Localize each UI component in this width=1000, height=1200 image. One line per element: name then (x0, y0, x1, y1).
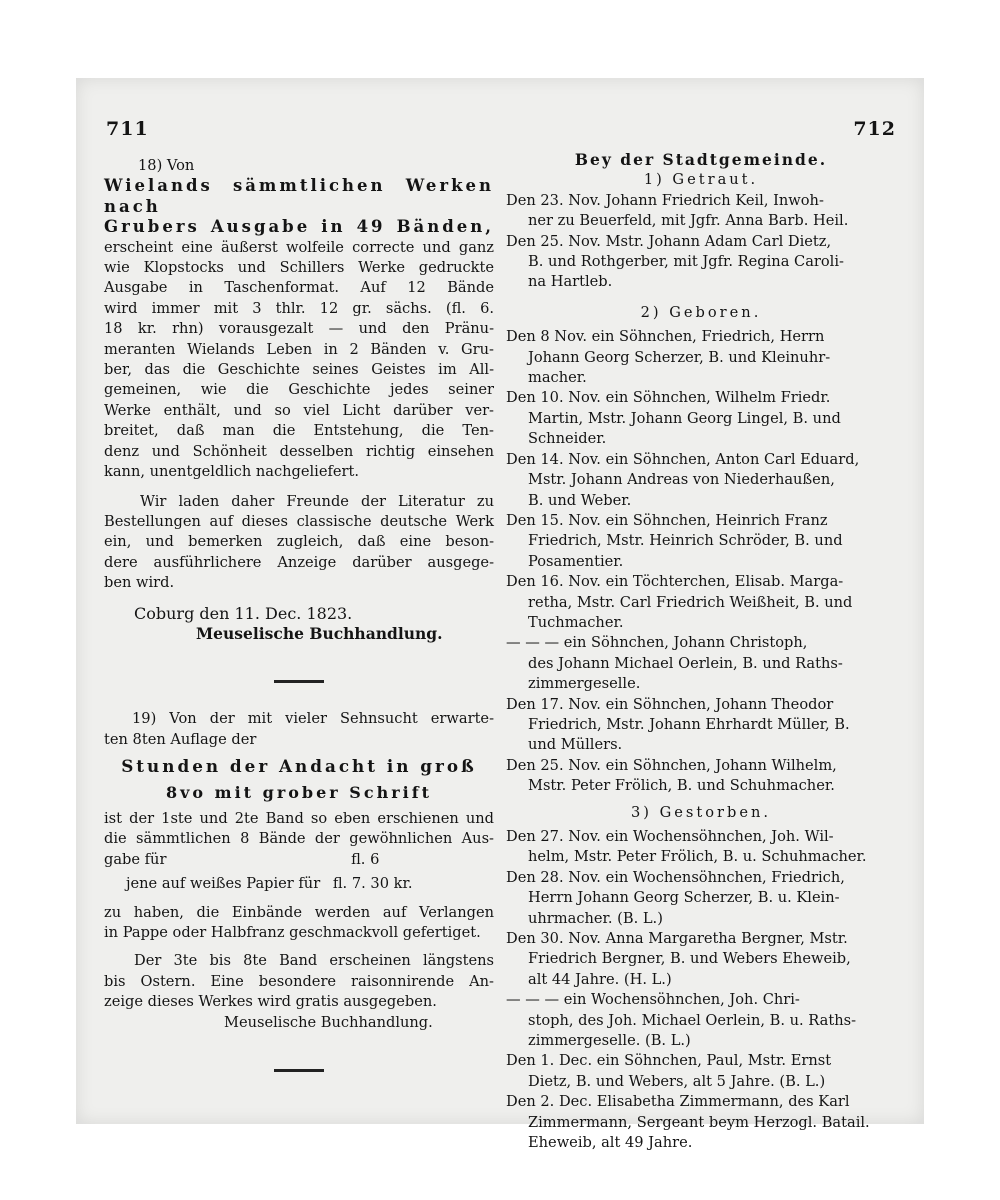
newspaper-page (76, 78, 924, 1152)
text-line: ein, und bemerken zugleich, daß eine beson- (104, 533, 494, 551)
text-line: denz und Schönheit desselben richtig einsehen (104, 442, 494, 460)
entry (506, 929, 896, 990)
entry (506, 827, 896, 868)
text-line: ben wird. (104, 574, 175, 592)
text-line: die sämmtlichen 8 Bände der gewöhnlichen Aus- (104, 830, 494, 848)
text-line: in Pappe oder Halbfranz geschmackvoll gefertiget. (104, 924, 481, 941)
text-line: ber, das die Geschichte seines Geistes im All- (104, 361, 494, 379)
entry-line: zimmergeselle. (528, 675, 641, 693)
entry-line: Den 27. Nov. ein Wochensöhnchen, Joh. Wil- (506, 828, 834, 845)
text-line: zeige dieses Werkes wird gratis ausgegeben. (104, 993, 437, 1011)
price-line (104, 850, 494, 870)
text-line: Wir laden daher Freunde der Literatur zu (140, 492, 494, 510)
entry-line: helm, Mstr. Peter Frölich, B. u. Schuhmacher. (528, 848, 867, 866)
entry (506, 756, 896, 797)
entry-line: Den 10. Nov. ein Söhnchen, Wilhelm Friedr. (506, 389, 831, 407)
entry-line: Mstr. Johann Andreas von Niederhaußen, (528, 471, 835, 489)
entry-line: stoph, des Joh. Michael Oerlein, B. u. Raths- (528, 1011, 857, 1029)
text-line: breitet, daß man die Entstehung, die Ten- (104, 422, 494, 440)
text-line: kann, unentgeldlich nachgeliefert. (104, 463, 359, 481)
entry (506, 633, 896, 694)
entry-line: Eheweib, alt 49 Jahre. (528, 1134, 693, 1152)
text-line: Ausgabe in Taschenformat. Auf 12 Bände (104, 279, 494, 297)
notice-19 (104, 709, 494, 1033)
entry-line: zimmergeselle. (B. L.) (528, 1032, 691, 1050)
right-column (506, 150, 896, 1154)
publisher-signature: Meuselische Buchhandlung. (196, 623, 443, 643)
entry-line: Den 28. Nov. ein Wochensöhnchen, Friedrich, (506, 868, 845, 886)
entry-line: Den 17. Nov. ein Söhnchen, Johann Theodor (506, 695, 834, 713)
text-line: wie Klopstocks und Schillers Werke gedruckte (104, 259, 494, 277)
text-line: Der 3te bis 8te Band erscheinen längstens (134, 952, 494, 970)
entry-line: Schneider. (528, 430, 607, 448)
text-line: jene auf weißes Papier für (126, 875, 321, 893)
price-value: fl. 6 (351, 850, 380, 868)
entry-line: alt 44 Jahre. (H. L.) (528, 970, 672, 988)
entry (506, 511, 896, 572)
section-title: 3) Gestorben. (630, 803, 772, 821)
notice-title-line: Grubers Ausgabe in 49 Bänden, (104, 217, 494, 237)
section-geboren (506, 303, 896, 797)
text-line: Bestellungen auf dieses classische deutsche Werk (104, 512, 494, 530)
entry-line: Friedrich, Mstr. Heinrich Schröder, B. und (528, 532, 843, 550)
separator-rule (274, 1069, 324, 1072)
entry-line: und Müllers. (528, 736, 623, 754)
entry-line: Friedrich, Mstr. Johann Ehrhardt Müller, B. (528, 715, 850, 733)
page-number-left: 711 (106, 118, 149, 140)
text-line: meranten Wielands Leben in 2 Bänden v. Gru- (104, 340, 494, 358)
entry-line: ner zu Beuerfeld, mit Jgfr. Anna Barb. Heil. (528, 212, 849, 230)
text-line: wird immer mit 3 thlr. 12 gr. sächs. (fl. 6. (104, 299, 494, 317)
entry-line: — — — ein Söhnchen, Johann Christoph, (506, 634, 808, 652)
section-getraut (506, 170, 896, 292)
entry-line: Posamentier. (528, 552, 624, 570)
entry-line: retha, Mstr. Carl Friedrich Weißheit, B. und (528, 593, 853, 611)
text-line: 19) Von der mit vieler Sehnsucht erwarte- (132, 710, 494, 728)
section-gestorben (506, 803, 896, 1154)
section-title: 1) Getraut. (643, 171, 759, 189)
text-line: zu haben, die Einbände werden auf Verlangen (104, 903, 494, 921)
entry-line: B. und Rothgerber, mit Jgfr. Regina Caroli- (528, 253, 844, 271)
entry (506, 450, 896, 511)
entry-line: Herrn Johann Georg Scherzer, B. u. Klein- (528, 889, 840, 907)
price-line (104, 874, 494, 894)
left-column (104, 156, 494, 1072)
text-line: dere ausführlichere Anzeige darüber ausgege- (104, 553, 494, 571)
entry-line: Mstr. Peter Frölich, B. und Schuhmacher. (528, 777, 835, 795)
text-line: 18 kr. rhn) vorausgezalt — und den Pränu- (104, 320, 494, 338)
entry (506, 868, 896, 929)
entry-line: macher. (528, 369, 587, 387)
entry (506, 572, 896, 633)
entry-line: — — — ein Wochensöhnchen, Joh. Chri- (506, 991, 800, 1009)
entry (506, 990, 896, 1051)
entry-line: Friedrich Bergner, B. und Webers Eheweib, (528, 950, 851, 968)
text-line: ist der 1ste und 2te Band so eben erschienen und (104, 809, 494, 827)
text-line: gabe für (104, 850, 167, 868)
entry-line: Den 1. Dec. ein Söhnchen, Paul, Mstr. Ernst (506, 1052, 832, 1070)
entry (506, 1051, 896, 1092)
entry (506, 1092, 896, 1153)
entry-line: des Johann Michael Oerlein, B. und Raths- (528, 654, 843, 672)
notice-number: 18) Von (138, 157, 195, 174)
entry-line: Den 14. Nov. ein Söhnchen, Anton Carl Eduard, (506, 450, 860, 468)
book-title-line: 8vo mit grober Schrift (165, 782, 432, 802)
entry (506, 232, 896, 293)
entry (506, 191, 896, 232)
price-value: fl. 7. 30 kr. (332, 875, 413, 893)
entry-line: B. und Weber. (528, 491, 632, 509)
entry (506, 388, 896, 449)
entry-line: Den 25. Nov. Mstr. Johann Adam Carl Dietz, (506, 232, 832, 250)
text-line: ten 8ten Auflage der (104, 730, 257, 748)
text-line: bis Ostern. Eine besondere raisonnirende An- (104, 972, 494, 990)
entry (506, 327, 896, 388)
entry-line: Zimmermann, Sergeant beym Herzogl. Batail. (528, 1113, 870, 1131)
publisher-signature: Meuselische Buchhandlung. (224, 1013, 433, 1031)
place-date: Coburg den 11. Dec. 1823. (134, 603, 353, 623)
entry-line: Martin, Mstr. Johann Georg Lingel, B. und (528, 409, 841, 427)
entry-line: Den 23. Nov. Johann Friedrich Keil, Inwoh- (506, 191, 824, 209)
notice-title-line: Wielands sämmtlichen Werken nach (104, 176, 494, 216)
text-line: Werke enthält, und so viel Licht darüber ver- (104, 401, 494, 419)
entry-line: Den 15. Nov. ein Söhnchen, Heinrich Franz (506, 511, 828, 529)
entry-line: Johann Georg Scherzer, B. und Kleinuhr- (528, 348, 831, 366)
entry-line: Dietz, B. und Webers, alt 5 Jahre. (B. L.) (528, 1072, 826, 1090)
page-number-right: 712 (853, 118, 896, 140)
entry-line: Den 2. Dec. Elisabetha Zimmermann, des Karl (506, 1093, 850, 1111)
entry-line: Tuchmacher. (528, 613, 624, 631)
notice-18 (104, 156, 494, 644)
entry (506, 695, 896, 756)
book-title-line: Stunden der Andacht in groß (121, 756, 477, 777)
entry-line: na Hartleb. (528, 273, 613, 291)
text-line: erscheint eine äußerst wolfeile correcte und ganz (104, 238, 494, 256)
entry-line: Den 30. Nov. Anna Margaretha Bergner, Mstr. (506, 930, 848, 948)
text-line: gemeinen, wie die Geschichte jedes seiner (104, 381, 494, 399)
entry-line: Den 16. Nov. ein Töchterchen, Elisab. Marga- (506, 573, 844, 591)
entry-line: Den 25. Nov. ein Söhnchen, Johann Wilhelm, (506, 756, 837, 774)
entry-line: uhrmacher. (B. L.) (528, 909, 663, 927)
section-title: 2) Geboren. (640, 303, 762, 321)
section-header: Bey der Stadtgemeinde. (574, 150, 828, 169)
entry-line: Den 8 Nov. ein Söhnchen, Friedrich, Herrn (506, 328, 825, 346)
